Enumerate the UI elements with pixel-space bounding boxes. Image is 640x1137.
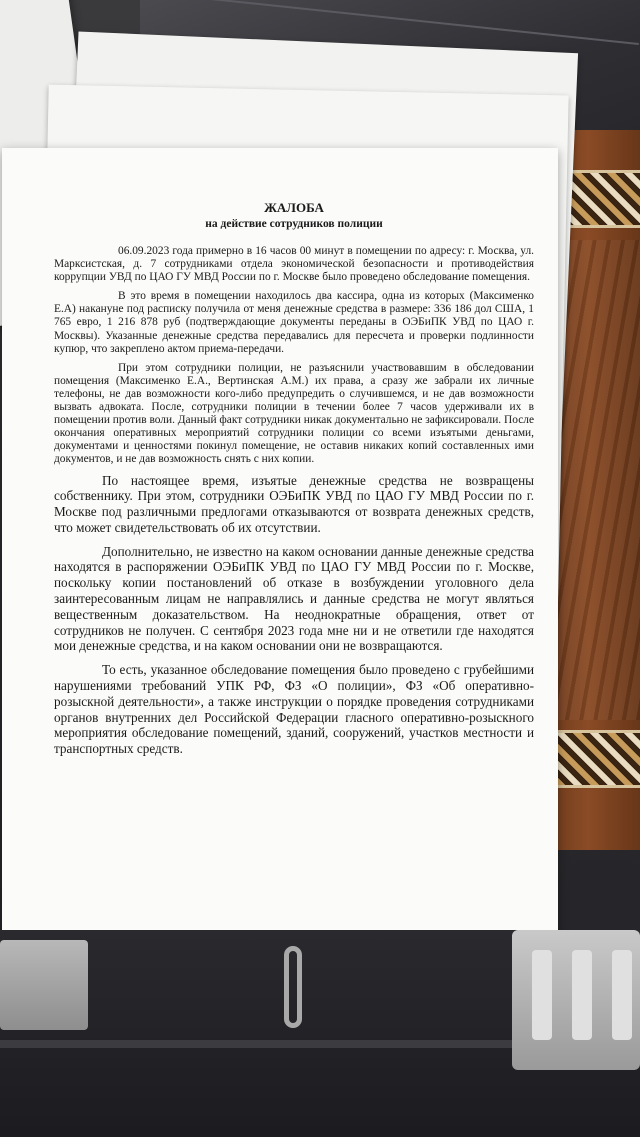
paragraph: По настоящее время, изъятые денежные средства не возвращены собственнику. При этом, сотрудники ОЭБиПК УВД по ЦАО ГУ МВД России по г. Москве под различными предлогами отказываются от возврата денежных средств, что может свидетельствовать об их отсутствии. <box>54 472 534 535</box>
paragraph: В это время в помещении находилось два кассира, одна из которых (Максименко Е.А) накануне под расписку получила от меня денежные средства в размере: 336 186 дол США, 1 765 евро, 1 216 878 руб (подтверждающие документы переданы в ОЭБиПК УВД по ЦАО г. Москвы). Указанные денежные средства передавались для пересчета и проверки подлинности купюр, что закреплено актом приема-передачи. <box>54 290 534 355</box>
document-title: ЖАЛОБА <box>264 200 324 215</box>
seatbelt-buckle-left <box>0 940 88 1030</box>
paragraph: 06.09.2023 года примерно в 16 часов 00 минут в помещении по адресу: г. Москва, ул. Марксистская, д. 7 сотрудниками отдела экономической безопасности и противодействия коррупции УВД по ЦАО ГУ МВД России по г. Москве было проведено обследование помещения. <box>54 245 534 284</box>
complaint-document <box>2 148 558 936</box>
document-subtitle: на действие сотрудников полиции <box>205 218 383 230</box>
paragraph: То есть, указанное обследование помещения было проведено с грубейшими нарушениями требований УПК РФ, ФЗ «О полиции», ФЗ «Об оперативно-розыскной деятельности», а также инструкции о порядке проведения сотрудниками органов внутренних дел Российской Федерации гласного оперативно-розыскного мероприятия обследование помещений, зданий, сооружений, участков местности и транспортных средств. <box>54 662 534 757</box>
seatbelt-hook <box>284 946 302 1028</box>
seatbelt-buckle-right <box>512 930 640 1070</box>
paragraph: При этом сотрудники полиции, не разъяснили участвовавшим в обследовании помещения (Максименко Е.А., Вертинская А.М.) их права, а сразу же забрали их личные телефоны, не дав возможности кого-либо предупредить о случившемся, и не дав возможности вызвать адвоката. После, сотрудники полиции в течении более 7 часов удерживали их в помещении против воли. Данный факт сотрудники никак документально не зафиксировали. После окончания оперативных мероприятий сотрудники полиции со всеми изъятыми деньгами, документами и ценностями покинул помещение, не оставив никаких копий составленных ими документов, и не дав возможность снять с них копии. <box>54 361 534 466</box>
paragraph: Дополнительно, не известно на каком основании данные денежные средства находятся в распоряжении ОЭБиПК УВД по ЦАО ГУ МВД России по г. Москве, поскольку копии постановлений об отказе в возбуждении уголовного дела заинтересованным лицам не направлялись и данные средства не могут являться вещественным доказательством. На неоднократные обращения, ответ от сотрудников не получен. С сентября 2023 года мне ни и не ответили где находятся мои денежные средства, и на каком основании они не возвращаются. <box>54 543 534 654</box>
